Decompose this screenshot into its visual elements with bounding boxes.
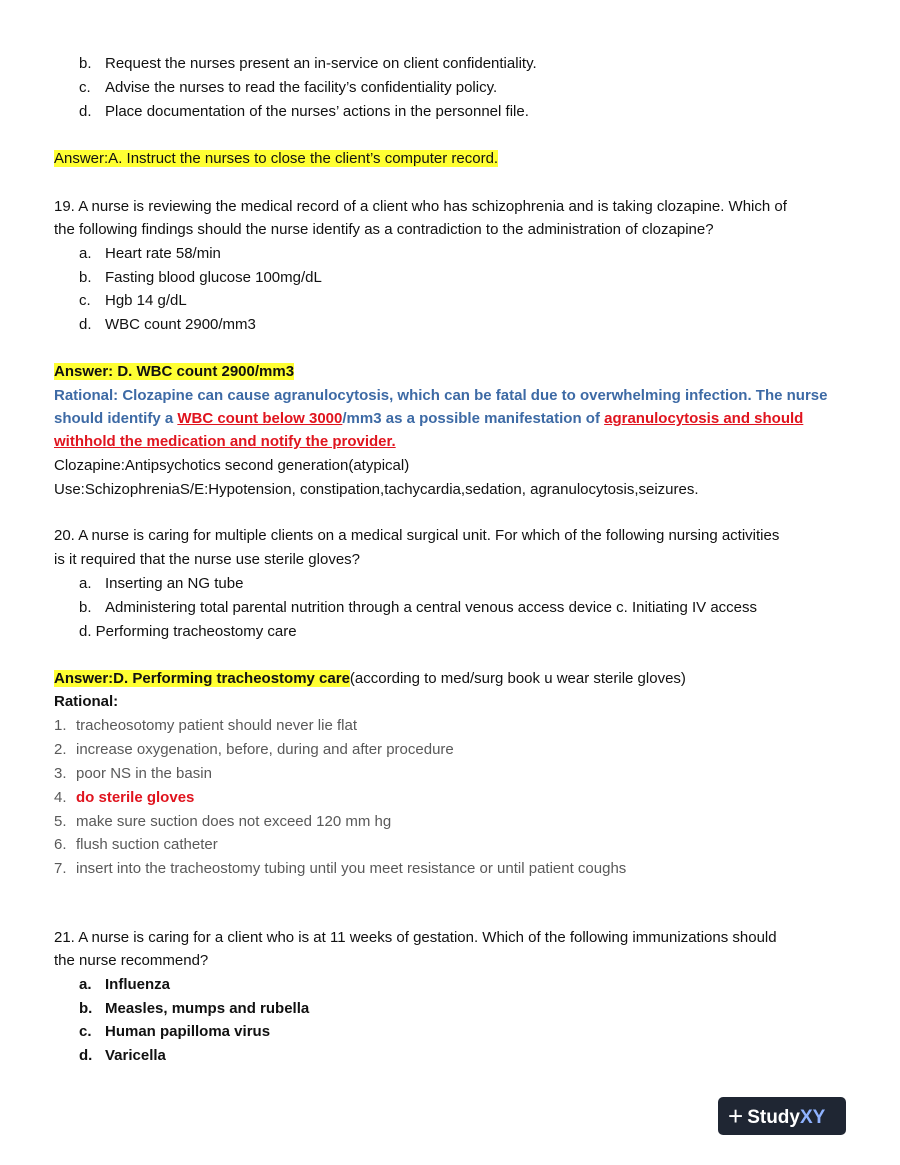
studyxy-logo: + StudyXY bbox=[718, 1097, 846, 1135]
q20-step-5: 5. make sure suction does not exceed 120 mm hg bbox=[54, 813, 392, 830]
q20-stem-line2: is it required that the nurse use sterile gloves? bbox=[54, 551, 360, 568]
q20-step-4: 4. do sterile gloves bbox=[54, 789, 195, 806]
q21-stem-line2: the nurse recommend? bbox=[54, 952, 209, 969]
q19-rational-line3: withhold the medication and notify the provider. bbox=[54, 433, 396, 450]
q19-rational-line1: Rational: Clozapine can cause agranulocytosis, which can be fatal due to overwhelming infection. The nurse bbox=[54, 387, 828, 404]
plus-icon: + bbox=[728, 1101, 744, 1131]
q20-option-d: d. Performing tracheostomy care bbox=[79, 623, 297, 640]
q18-answer: Answer:A. Instruct the nurses to close the client’s computer record. bbox=[54, 150, 499, 167]
q20-step-1: 1. tracheosotomy patient should never lie flat bbox=[54, 717, 357, 734]
q21-option-d: d. Varicella bbox=[79, 1047, 166, 1064]
q19-drug-use: Use:SchizophreniaS/E:Hypotension, constipation,tachycardia,sedation, agranulocytosis,seizures. bbox=[54, 481, 699, 498]
q18-option-c: c. Advise the nurses to read the facility’s confidentiality policy. bbox=[79, 79, 498, 96]
q20-step-2: 2. increase oxygenation, before, during and after procedure bbox=[54, 741, 454, 758]
q21-option-a: a. Influenza bbox=[79, 976, 171, 993]
q20-step-6: 6. flush suction catheter bbox=[54, 836, 218, 853]
q19-option-a: a. Heart rate 58/min bbox=[79, 245, 221, 262]
q20-option-a: a. Inserting an NG tube bbox=[79, 575, 244, 592]
q18-option-d: d. Place documentation of the nurses’ actions in the personnel file. bbox=[79, 103, 529, 120]
q20-stem-line1: 20. A nurse is caring for multiple clients on a medical surgical unit. For which of the following nursing activities bbox=[54, 527, 780, 544]
q21-stem-line1: 21. A nurse is caring for a client who is at 11 weeks of gestation. Which of the following immunizations should bbox=[54, 929, 777, 946]
q20-step-7: 7. insert into the tracheostomy tubing until you meet resistance or until patient coughs bbox=[54, 860, 627, 877]
q20-answer: Answer:D. Performing tracheostomy care(according to med/surg book u wear sterile gloves) bbox=[54, 670, 686, 687]
q19-stem-line1: 19. A nurse is reviewing the medical record of a client who has schizophrenia and is taking clozapine. Which of bbox=[54, 198, 787, 215]
q21-option-b: b. Measles, mumps and rubella bbox=[79, 1000, 310, 1017]
q19-drug-class: Clozapine:Antipsychotics second generation(atypical) bbox=[54, 457, 410, 474]
q20-step-3: 3. poor NS in the basin bbox=[54, 765, 212, 782]
q19-option-d: d. WBC count 2900/mm3 bbox=[79, 316, 256, 333]
q21-option-c: c. Human papilloma virus bbox=[79, 1023, 271, 1040]
q19-stem-line2: the following findings should the nurse identify as a contradiction to the administration of clozapine? bbox=[54, 221, 714, 238]
q19-option-c: c. Hgb 14 g/dL bbox=[79, 292, 187, 309]
q20-option-b: b. Administering total parental nutrition through a central venous access device c. Initiating IV access bbox=[79, 599, 758, 616]
q18-option-b: b. Request the nurses present an in-service on client confidentiality. bbox=[79, 55, 537, 72]
q19-rational-line2: should identify a WBC count below 3000/mm3 as a possible manifestation of agranulocytosis and should bbox=[54, 410, 804, 427]
q20-rational-label: Rational: bbox=[54, 693, 119, 710]
q19-option-b: b. Fasting blood glucose 100mg/dL bbox=[79, 269, 322, 286]
q19-answer: Answer: D. WBC count 2900/mm3 bbox=[54, 363, 295, 380]
